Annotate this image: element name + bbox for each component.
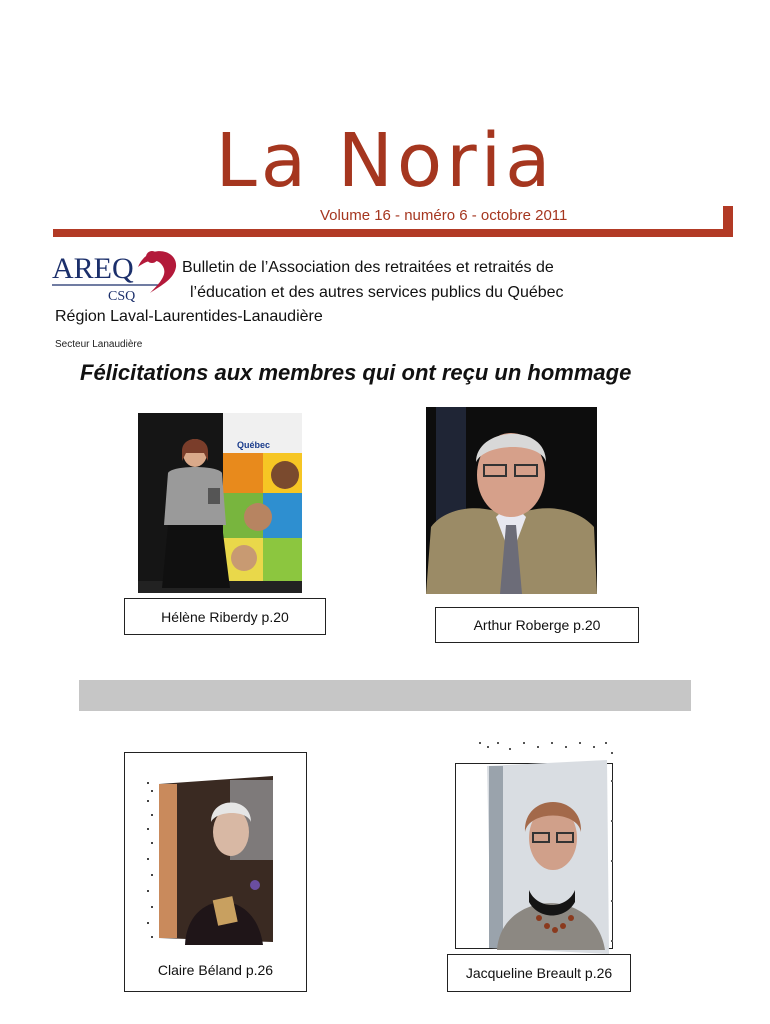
photo-arthur-roberge	[426, 407, 597, 594]
newsletter-title: La Noria	[215, 118, 555, 204]
header-rule	[53, 229, 733, 237]
logo-dot-icon	[146, 251, 158, 263]
bulletin-line-2: l’éducation et des autres services publics du Québec	[190, 284, 564, 301]
logo-sub-text: CSQ	[108, 289, 136, 304]
bulletin-line-1: Bulletin de l’Association des retraitées et retraités de	[182, 259, 554, 276]
areq-logo	[50, 245, 185, 305]
photo-jacqueline-breault	[477, 740, 615, 955]
caption-arthur-roberge: Arthur Roberge p.20	[435, 607, 639, 643]
photo-claire-beland	[145, 770, 273, 945]
secteur-label: Secteur Lanaudière	[55, 339, 143, 350]
region-label: Région Laval-Laurentides-Lanaudière	[55, 308, 323, 325]
volume-line: Volume 16 - numéro 6 - octobre 2011	[320, 207, 568, 224]
header-rule-tick	[723, 206, 733, 237]
caption-helene-riberdy: Hélène Riberdy p.20	[124, 598, 326, 635]
photo-helene-riberdy	[138, 413, 302, 593]
section-divider-band	[79, 680, 691, 711]
caption-claire-beland: Claire Béland p.26	[124, 948, 307, 992]
logo-main-text: AREQ	[52, 252, 134, 285]
caption-jacqueline-breault: Jacqueline Breault p.26	[447, 954, 631, 992]
poster-quebec-text: Québec	[237, 440, 271, 450]
headline: Félicitations aux membres qui ont reçu un hommage	[80, 360, 632, 385]
